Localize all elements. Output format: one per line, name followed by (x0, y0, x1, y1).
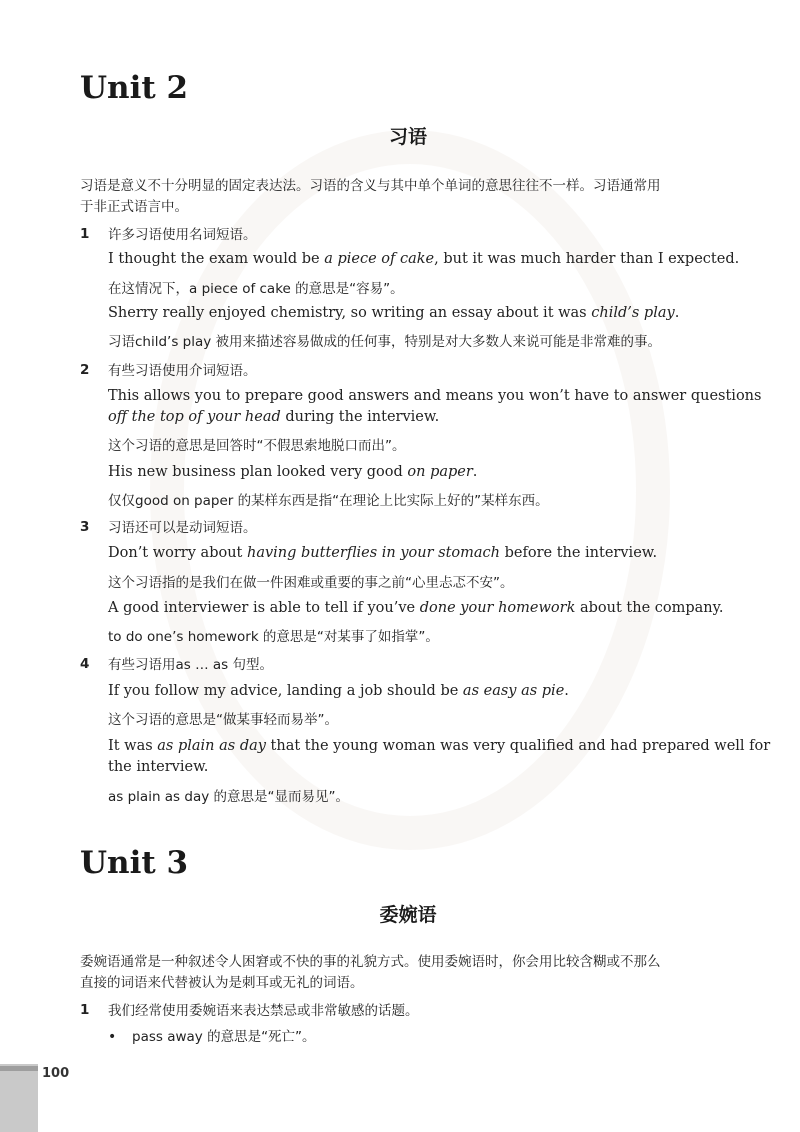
item-number: 1 (80, 1002, 90, 1018)
item-heading: 我们经常使用委婉语来表达禁忌或非常敏感的话题。 (108, 1003, 419, 1019)
unit-2-intro-line-1: 习语是意义不十分明显的固定表达法。习语的含义与其中单个单词的意思往往不一样。习语通常用 (80, 178, 661, 194)
unit-3-intro-line-1: 委婉语通常是一种叙述令人困窘或不快的事的礼貌方式。使用委婉语时，你会用比较含糊或不那么 (80, 954, 661, 970)
example-sentence-line-2: off the top of your head during the interview. (108, 409, 440, 425)
page-number: 100 (42, 1066, 70, 1081)
idiom-text: having butterflies in your stomach (246, 545, 500, 561)
footer-tab (0, 1064, 38, 1132)
item-heading: 有些习语使用介词短语。 (108, 363, 257, 379)
example-note: as plain as day 的意思是“显而易见”。 (108, 789, 349, 805)
item-number: 2 (80, 362, 90, 378)
footer-tab-stripe (0, 1066, 38, 1071)
idiom-text: as plain as day (157, 738, 266, 754)
item-number: 3 (80, 519, 90, 535)
idiom-text: done your homework (419, 600, 576, 616)
example-sentence: Don’t worry about having butterflies in your stomach before the interview. (108, 545, 658, 561)
item-number: 4 (80, 656, 90, 672)
unit-2-intro-line-2: 于非正式语言中。 (80, 199, 188, 215)
idiom-text: a piece of cake (324, 251, 435, 267)
item-heading: 有些习语用as … as 句型。 (108, 657, 273, 673)
idiom-text: as easy as pie (462, 683, 565, 699)
idiom-text: child’s play (591, 305, 675, 321)
example-sentence: I thought the exam would be a piece of cake, but it was much harder than I expected. (108, 251, 740, 267)
example-sentence: Sherry really enjoyed chemistry, so writing an essay about it was child’s play. (108, 305, 680, 321)
unit-3-intro-line-2: 直接的词语来代替被认为是刺耳或无礼的词语。 (80, 975, 364, 991)
example-note: 习语child’s play 被用来描述容易做成的任何事，特别是对大多数人来说可能是非常难的事。 (108, 334, 662, 350)
example-note: 这个习语的意思是“做某事轻而易举”。 (108, 712, 338, 728)
idiom-text: off the top of your head (108, 409, 281, 425)
example-sentence-line-1: It was as plain as day that the young woman was very qualified and had prepared well for (108, 738, 771, 754)
item-heading: 许多习语使用名词短语。 (108, 227, 257, 243)
example-sentence-line-2: the interview. (108, 759, 209, 775)
example-sentence: If you follow my advice, landing a job should be as easy as pie. (108, 683, 569, 699)
unit-3-section-title: 委婉语 (379, 904, 437, 926)
unit-2-section-title: 习语 (388, 126, 427, 148)
item-number: 1 (80, 226, 90, 242)
example-note: 这个习语指的是我们在做一件困难或重要的事之前“心里忐忑不安”。 (108, 575, 514, 591)
example-note: to do one’s homework 的意思是“对某事了如指掌”。 (108, 629, 439, 645)
unit-3-title: Unit 3 (80, 845, 189, 881)
item-heading: 习语还可以是动词短语。 (108, 520, 257, 536)
bullet-dot-icon: • (108, 1029, 117, 1045)
example-note: 仅仅good on paper 的某样东西是指“在理论上比实际上好的”某样东西。 (108, 493, 549, 509)
example-sentence: A good interviewer is able to tell if you’ve done your homework about the company. (108, 600, 724, 616)
unit-2-title: Unit 2 (80, 70, 189, 106)
bullet-item: pass away 的意思是“死亡”。 (132, 1029, 316, 1045)
example-sentence: His new business plan looked very good on paper. (108, 464, 478, 480)
example-note: 在这情况下，a piece of cake 的意思是“容易”。 (108, 281, 404, 297)
example-sentence-line-1: This allows you to prepare good answers and means you won’t have to answer questions (108, 388, 762, 404)
idiom-text: on paper (407, 464, 473, 480)
example-note: 这个习语的意思是回答时“不假思索地脱口而出”。 (108, 438, 406, 454)
